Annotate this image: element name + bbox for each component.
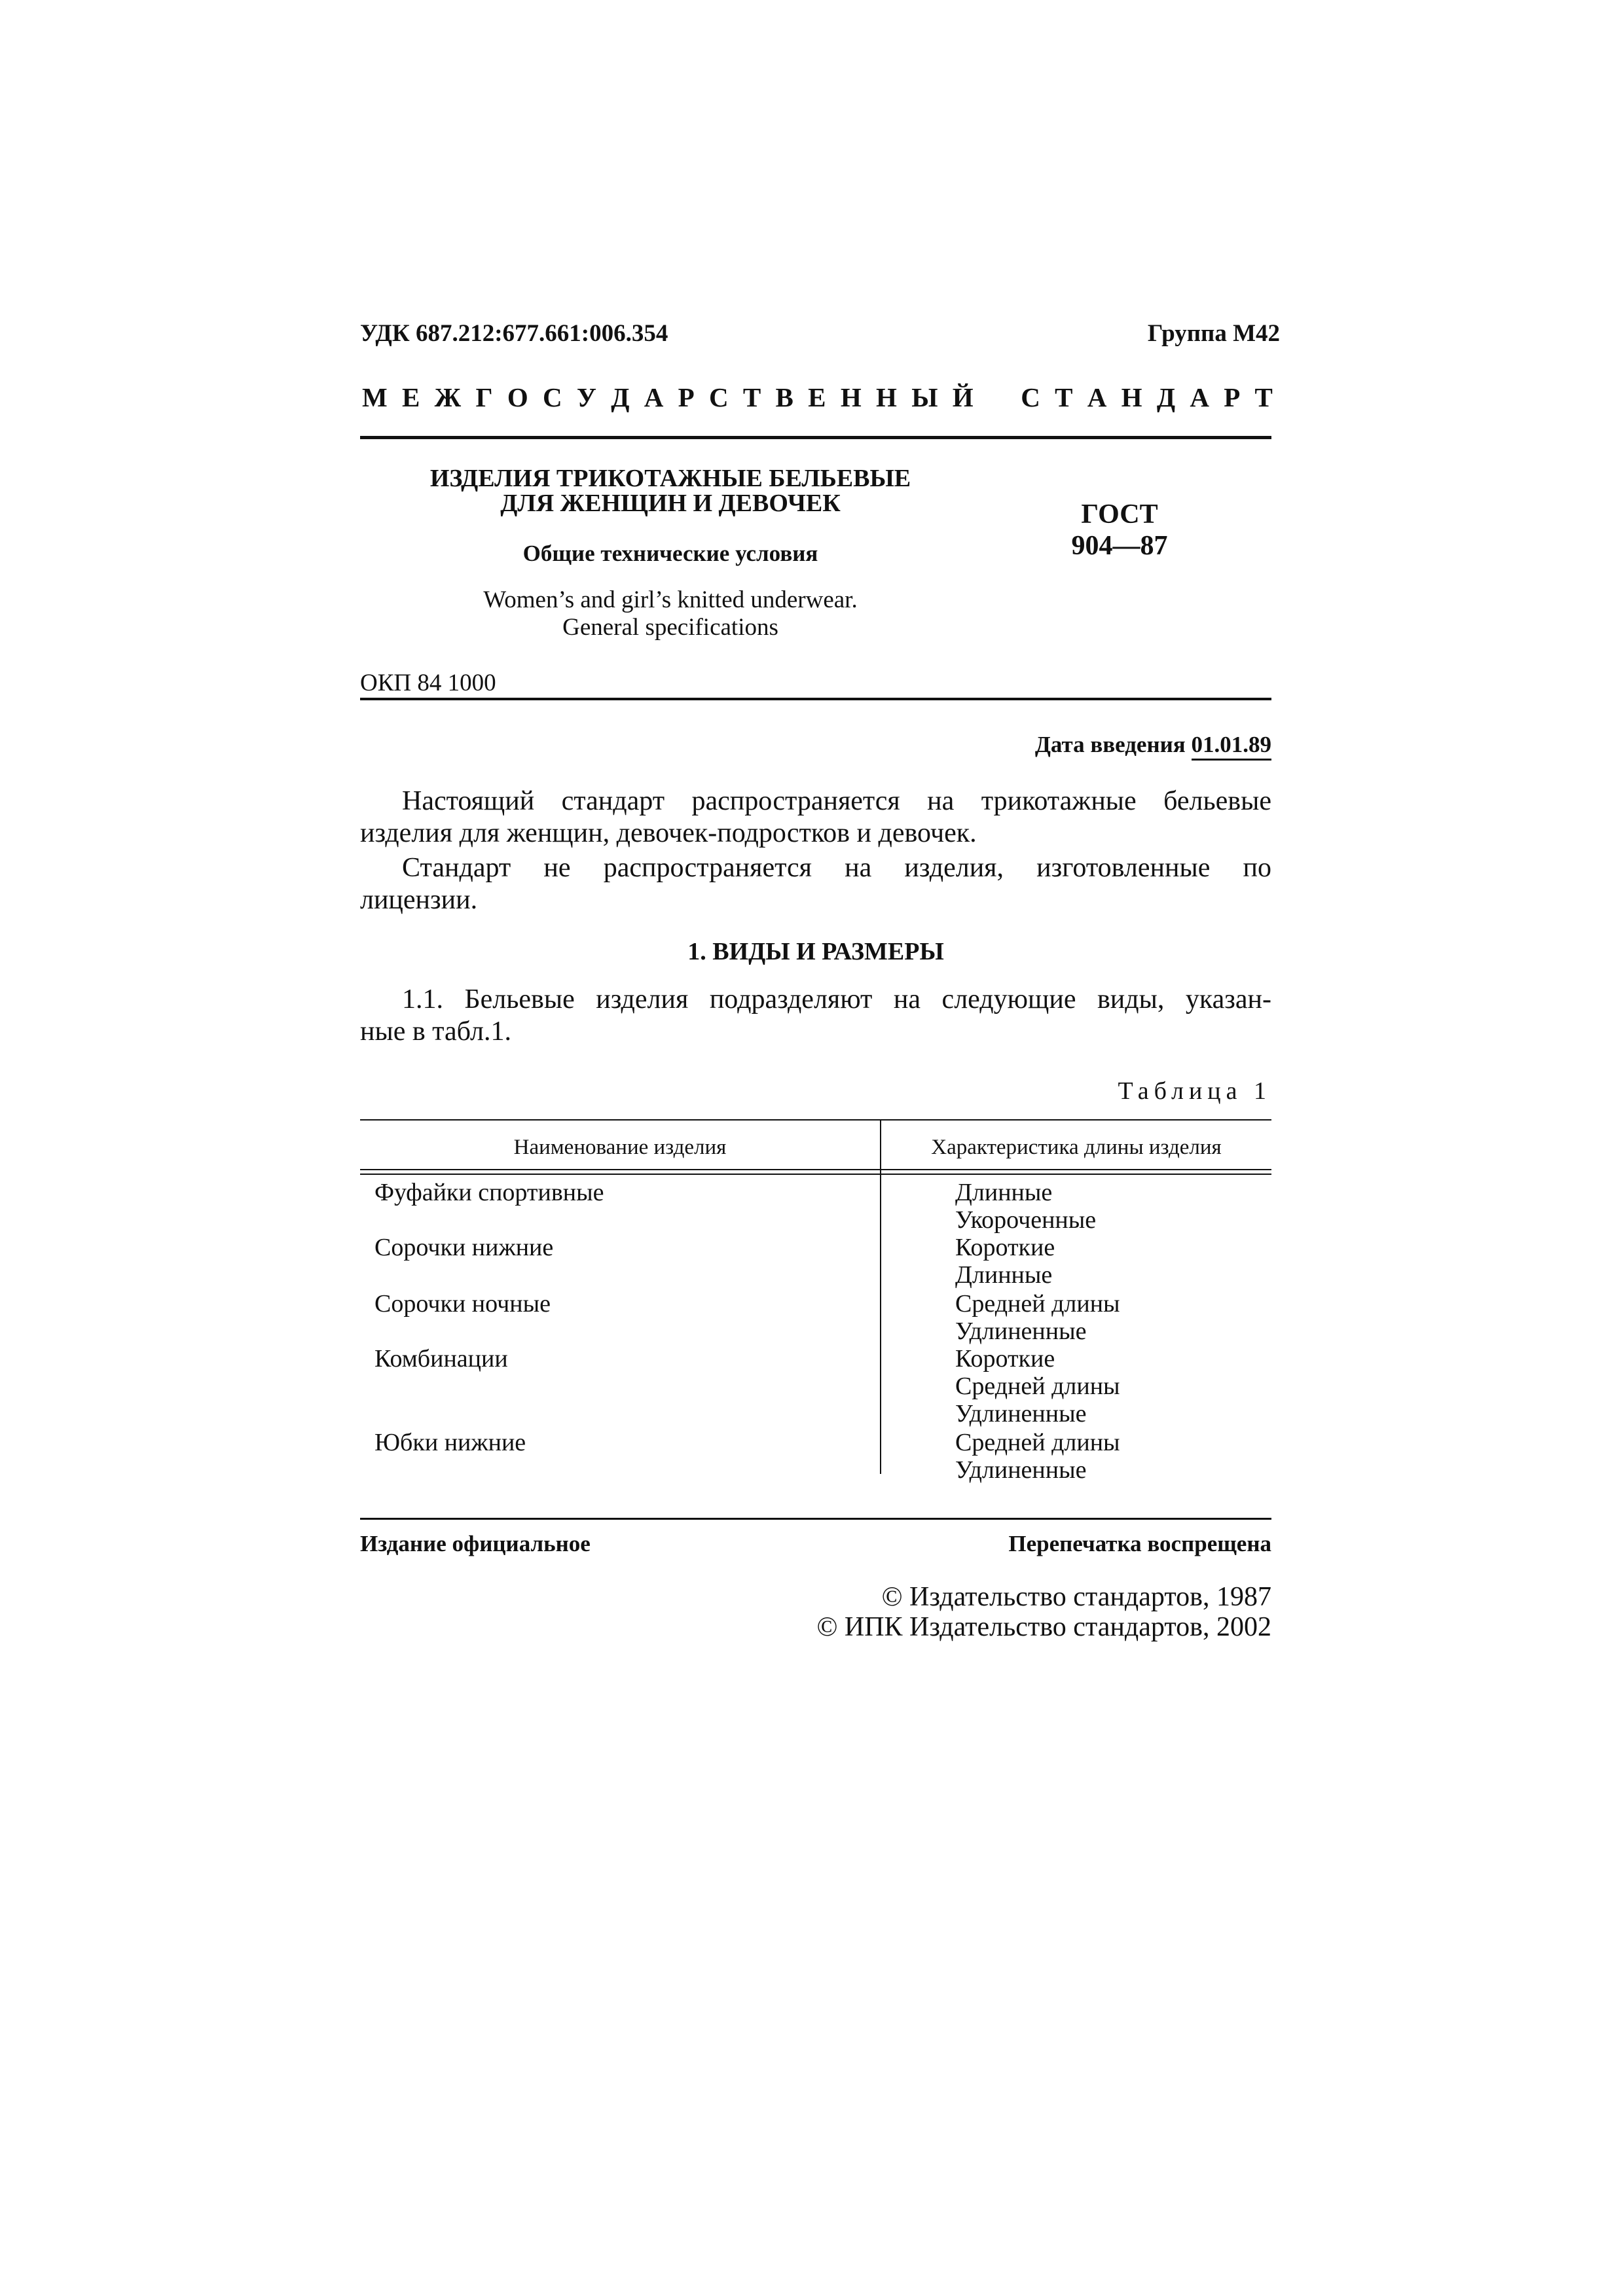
standard-type-letter: Ы	[911, 382, 938, 412]
table-header-border	[360, 1174, 1271, 1175]
standard-type-letter: С	[1021, 382, 1040, 412]
standard-type-letter: Р	[678, 382, 695, 412]
standard-type-letter: Е	[808, 382, 826, 412]
paragraph-line: изделия для женщин, девочек-подростков и девочек.	[360, 818, 977, 848]
okp-divider	[360, 698, 1271, 700]
scope-paragraph	[360, 785, 1271, 850]
table-cell-length: Короткие	[955, 1234, 1055, 1261]
standard-type-letter: Н	[876, 382, 897, 412]
table-column-divider	[880, 1119, 881, 1474]
clause-paragraph	[360, 984, 1271, 1048]
standard-type-letter: А	[1190, 382, 1209, 412]
table-cell-length: Средней длины	[955, 1429, 1120, 1456]
word-gap	[988, 382, 1006, 413]
footer-divider	[360, 1518, 1271, 1520]
okp-code: ОКП 84 1000	[360, 670, 496, 696]
group-code: Группа М42	[1147, 320, 1280, 347]
table-cell-length: Длинные	[955, 1179, 1053, 1206]
standard-type-letter: Д	[611, 382, 630, 412]
standard-type-letter: Е	[401, 382, 420, 412]
table-caption: Таблица 1	[1118, 1077, 1271, 1105]
standard-type-heading	[362, 382, 1273, 413]
gost-number: 904—87	[1071, 531, 1168, 561]
copyright-line: © Издательство стандартов, 1987	[881, 1582, 1271, 1612]
english-title-line: General specifications	[562, 614, 778, 641]
standard-type-letter: Н	[1121, 382, 1142, 412]
introduction-date	[1035, 732, 1271, 758]
table-header-border	[360, 1169, 1271, 1170]
introduction-date-value: 01.01.89	[1192, 732, 1272, 761]
table-cell-length: Средней длины	[955, 1372, 1120, 1400]
paragraph-line: Стандарт не распространяется на изделия, изготовленные по	[402, 853, 1271, 883]
document-title	[360, 466, 981, 516]
table-cell-name: Комбинации	[374, 1345, 508, 1372]
section-title: 1. ВИДЫ И РАЗМЕРЫ	[687, 938, 944, 965]
standard-type-letter: У	[576, 382, 596, 412]
gost-label: ГОСТ	[1081, 499, 1158, 529]
table-cell-length: Длинные	[955, 1261, 1053, 1289]
table-cell-length: Удлиненные	[955, 1456, 1087, 1484]
standard-type-letter: Т	[742, 382, 761, 412]
copyright-line: © ИПК Издательство стандартов, 2002	[816, 1612, 1271, 1642]
standard-type-letter: Р	[1224, 382, 1241, 412]
title-line: ДЛЯ ЖЕНЩИН И ДЕВОЧЕК	[500, 490, 841, 517]
table-cell-name: Фуфайки спортивные	[374, 1179, 604, 1206]
table-header-name: Наименование изделия	[513, 1135, 727, 1159]
standard-type-letter: М	[362, 382, 388, 412]
document-subtitle: Общие технические условия	[522, 541, 818, 566]
exclusion-paragraph	[360, 852, 1271, 916]
standard-type-letter: Д	[1156, 382, 1176, 412]
standard-type-letter: А	[1087, 382, 1107, 412]
table-cell-length: Короткие	[955, 1345, 1055, 1372]
standard-type-letter: С	[709, 382, 729, 412]
table-cell-name: Сорочки нижние	[374, 1234, 554, 1261]
reprint-prohibited-label: Перепечатка воспрещена	[1008, 1531, 1271, 1556]
english-title-line: Women’s and girl’s knitted underwear.	[483, 586, 858, 613]
standard-type-letter: Ж	[434, 382, 462, 412]
standard-type-letter: О	[507, 382, 528, 412]
standard-type-letter: Г	[475, 382, 493, 412]
standard-type-letter: Т	[1254, 382, 1273, 412]
table-header-length: Характеристика длины изделия	[931, 1135, 1222, 1159]
official-edition-label: Издание официальное	[360, 1531, 591, 1556]
table-cell-name: Юбки нижние	[374, 1429, 526, 1456]
standard-type-letter: Т	[1055, 382, 1073, 412]
standard-type-letter: Й	[952, 382, 974, 412]
table-cell-length: Удлиненные	[955, 1400, 1087, 1427]
paragraph-line: Настоящий стандарт распространяется на трикотажные бельевые	[402, 786, 1271, 816]
paragraph-line: 1.1. Бельевые изделия подразделяют на следующие виды, указан-	[402, 984, 1271, 1014]
english-title	[360, 586, 981, 641]
table-cell-length: Удлиненные	[955, 1318, 1087, 1345]
standard-type-letter: А	[644, 382, 664, 412]
paragraph-line: лицензии.	[360, 885, 478, 915]
standard-type-letter: В	[775, 382, 793, 412]
standard-type-letter: С	[543, 382, 562, 412]
table-cell-length: Средней длины	[955, 1290, 1120, 1318]
paragraph-line: ные в табл.1.	[360, 1016, 511, 1047]
standard-type-letter: Н	[840, 382, 862, 412]
top-divider	[360, 436, 1271, 439]
table-cell-name: Сорочки ночные	[374, 1290, 551, 1318]
udk-code: УДК 687.212:677.661:006.354	[360, 320, 668, 347]
table-top-border	[360, 1119, 1271, 1121]
table-cell-length: Укороченные	[955, 1206, 1097, 1234]
title-line: ИЗДЕЛИЯ ТРИКОТАЖНЫЕ БЕЛЬЕВЫЕ	[429, 465, 911, 492]
gost-designation	[1021, 499, 1218, 562]
introduction-date-label: Дата введения	[1034, 732, 1186, 757]
